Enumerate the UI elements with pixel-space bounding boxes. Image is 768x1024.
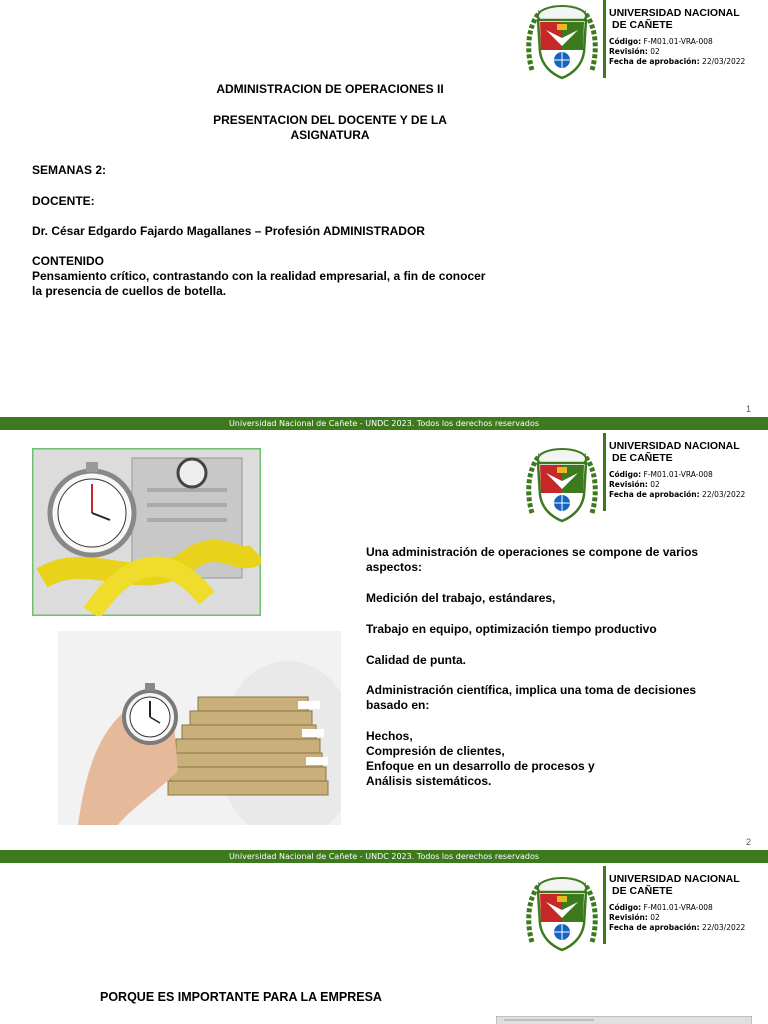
slide-3 [0,866,768,1024]
footer-bar: Universidad Nacional de Cañete - UNDC 2023. Todos los derechos reservados [0,850,768,863]
docente-name: Dr. César Edgardo Fajardo Magallanes – Profesión ADMINISTRADOR [32,224,425,238]
contenido-line2: la presencia de cuellos de botella. [32,284,227,298]
fecha-line: Fecha de aprobación: 22/03/2022 [609,57,746,66]
basis-procesos: Enfoque en un desarrollo de procesos y [366,759,595,773]
aspect-administracion-line2: basado en: [366,698,430,712]
semanas-label: SEMANAS 2: [32,163,107,177]
header-divider [603,433,606,511]
aspect-calidad: Calidad de punta. [366,653,467,667]
slide-2 [0,433,768,866]
university-crest-logo [524,0,600,84]
docente-label: DOCENTE: [32,194,95,208]
basis-analisis: Análisis sistemáticos. [366,774,492,788]
slide3-image-edge [496,1016,752,1024]
basis-hechos: Hechos, [366,729,413,743]
revision-line: Revisión: 02 [609,47,660,56]
course-title: ADMINISTRACION DE OPERACIONES II [216,82,444,96]
fecha-line: Fecha de aprobación: 22/03/2022 [609,923,746,932]
university-crest-logo [524,872,600,956]
basis-clientes: Compresión de clientes, [366,744,505,758]
header-divider [603,866,606,944]
university-name: UNIVERSIDAD NACIONAL [609,440,740,452]
university-name-line2: DE CAÑETE [612,452,673,464]
university-name-line2: DE CAÑETE [612,885,673,897]
slide-1 [0,0,768,433]
codigo-line: Código: F-M01.01-VRA-008 [609,470,713,479]
university-crest-logo [524,443,600,527]
stopwatch-money-photo [58,631,341,825]
intro-line1: Una administración de operaciones se compone de varios [366,545,699,559]
intro-line2: aspectos: [366,560,423,574]
aspect-administracion-line1: Administración científica, implica una toma de decisiones [366,683,697,697]
fecha-line: Fecha de aprobación: 22/03/2022 [609,490,746,499]
university-name: UNIVERSIDAD NACIONAL [609,873,740,885]
aspect-trabajo-equipo: Trabajo en equipo, optimización tiempo productivo [366,622,657,636]
subtitle-line1: PRESENTACION DEL DOCENTE Y DE LA [213,113,447,127]
university-name-line2: DE CAÑETE [612,19,673,31]
page-number: 2 [745,837,751,847]
page-number: 1 [745,404,751,414]
header-info [609,440,768,500]
footer-bar: Universidad Nacional de Cañete - UNDC 2023. Todos los derechos reservados [0,417,768,430]
header-divider [603,0,606,78]
contenido-line1: Pensamiento crítico, contrastando con la realidad empresarial, a fin de conocer [32,269,486,283]
codigo-line: Código: F-M01.01-VRA-008 [609,37,713,46]
header-info [609,873,768,933]
university-name: UNIVERSIDAD NACIONAL [609,7,740,19]
contenido-label: CONTENIDO [32,254,104,268]
revision-line: Revisión: 02 [609,913,660,922]
aspect-medicion: Medición del trabajo, estándares, [366,591,556,605]
header-info [609,7,768,67]
codigo-line: Código: F-M01.01-VRA-008 [609,903,713,912]
stopwatch-tape-photo [32,448,261,616]
subtitle-line2: ASIGNATURA [290,128,370,142]
slide3-heading: PORQUE ES IMPORTANTE PARA LA EMPRESA [100,990,382,1004]
revision-line: Revisión: 02 [609,480,660,489]
